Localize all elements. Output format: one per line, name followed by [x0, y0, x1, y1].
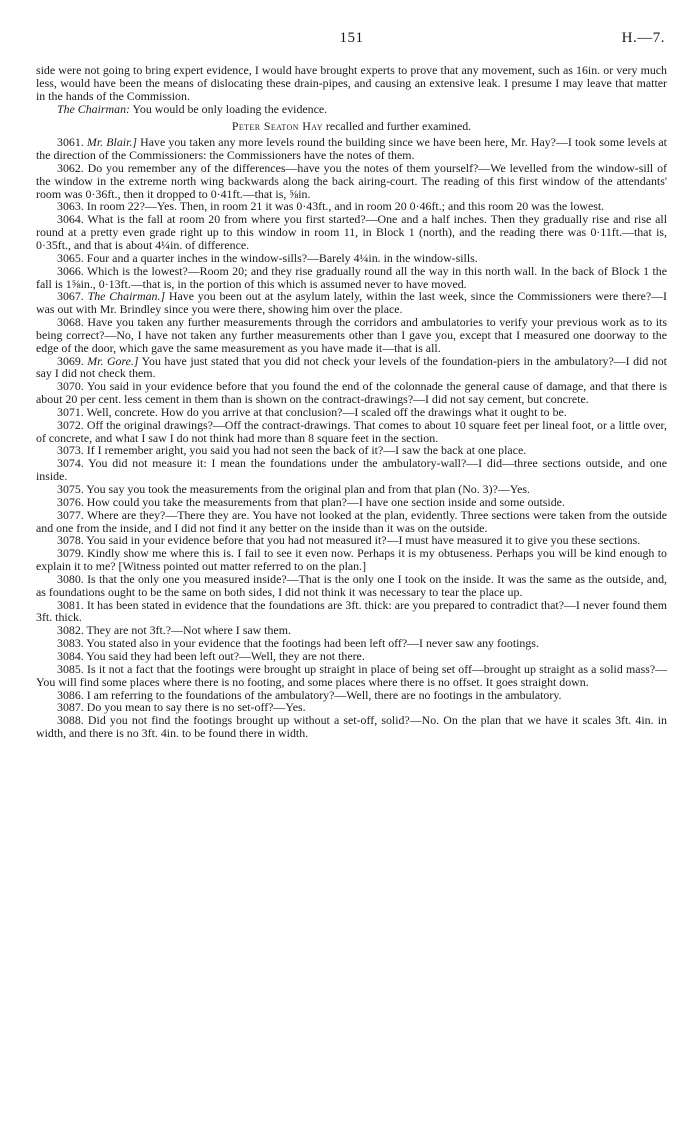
testimony-text: They are not 3ft.?—Not where I saw them. [86, 623, 291, 638]
question-number: 3065. [57, 250, 84, 265]
testimony-text: How could you take the measurements from that plan?—I have one section inside and some outside. [86, 494, 565, 509]
testimony-text: You stated also in your evidence that the footings had been left off?—I never saw any footings. [86, 636, 539, 651]
question-number: 3076. [57, 494, 84, 509]
question-number: 3070. [57, 379, 84, 394]
testimony-text: Well, concrete. How do you arrive at that conclusion?—I scaled off the drawings what it ought to be. [86, 404, 567, 419]
page-number: 151 [339, 30, 364, 46]
continuation-paragraph: side were not going to bring expert evidence, I would have brought experts to prove that any movement, such as 16in. or very much less, would have been the means of dislocating these drain-pipes, and causing an extensive leak. I presume I may leave that matter in the hands of the Commission. [36, 63, 667, 103]
testimony-paragraph [36, 547, 667, 573]
question-number: 3072. [57, 417, 84, 432]
question-answer-list [36, 136, 667, 740]
testimony-text: Did you not find the footings brought up without a set-off, solid?—No. On the plan that we have it scales 3ft. 4in. in width, and there is no 3ft. 4in. to be found there in width. [36, 713, 667, 741]
testimony-paragraph [36, 663, 667, 689]
question-number: 3071. [57, 404, 84, 419]
question-number: 3062. [57, 160, 84, 175]
question-number: 3081. [57, 597, 84, 612]
testimony-text: Have you taken any more levels round the building since we have been here, Mr. Hay?—I took some levels at the direction of the Commissioners: the Commissioners have the notes of them. [36, 135, 667, 163]
question-number: 3080. [57, 571, 84, 586]
question-number: 3087. [57, 700, 84, 715]
question-number: 3075. [57, 482, 84, 496]
testimony-paragraph [36, 457, 667, 483]
chairman-speaker: The Chairman: [57, 101, 130, 116]
question-number: 3067. [57, 289, 84, 304]
question-number: 3086. [57, 687, 84, 702]
testimony-paragraph [36, 213, 667, 252]
question-number: 3077. [57, 507, 84, 522]
testimony-text: What is the fall at room 20 from where you first started?—One and a half inches. Then they gradually rise and rise all round at a pretty even grade right up to this window in room 11, in Block 1 (north), and the reading there was 0·11ft.—that is, 0·35ft., and that is about 4¼in. of difference. [36, 212, 668, 252]
examiner-label: Mr. Blair.] [86, 135, 137, 150]
question-number: 3064. [57, 212, 84, 227]
question-number: 3073. [57, 443, 84, 458]
question-number: 3078. [57, 533, 84, 548]
question-number: 3068. [57, 315, 84, 330]
page-header [36, 30, 667, 64]
question-number: 3061. [57, 135, 84, 150]
testimony-text: You have just stated that you did not check your levels of the foundation-piers in the ambulatory?—I did not say I did not check them. [36, 353, 667, 381]
question-number: 3082. [57, 623, 84, 638]
chairman-remark-text: You would be only loading the evidence. [132, 101, 328, 116]
testimony-text: Have you been out at the asylum lately, within the last week, since the Commissioners were there?—I was out with Mr. Brindley since you were there, showing him over the place. [36, 289, 668, 317]
testimony-paragraph [36, 355, 667, 381]
testimony-paragraph [36, 380, 667, 406]
testimony-text: In room 22?—Yes. Then, in room 21 it was 0·43ft., and in room 20 0·46ft.; and this room 20 was the lowest. [86, 199, 605, 214]
witness-heading-suffix: recalled and further examined. [325, 119, 472, 134]
testimony-text: I am referring to the foundations of the ambulatory?—Well, there are no footings in the ambulatory. [86, 687, 562, 702]
testimony-text: You say you took the measurements from the original plan and from that plan (No. 3)?—Yes. [86, 482, 531, 496]
testimony-text: You said in your evidence before that you had not measured it?—I must have measured it to give you these sections. [86, 533, 641, 548]
question-number: 3074. [57, 456, 84, 471]
testimony-text: Kindly show me where this is. I fail to see it even now. Perhaps it is my obtuseness. Perhaps you will be kind enough to explain it to me? [Witness pointed out matter referred to on the plan.] [36, 546, 667, 574]
testimony-text: Have you taken any further measurements through the corridors and ambulatories to verify your previous work as to its being correct?—No, I have not taken any further measurements other than I gave you, except that I measured one doorway to the edge of the door, which gave the same measurement as you have made it—that is all. [36, 315, 667, 355]
testimony-text: You said they had been left out?—Well, they are not there. [86, 648, 365, 663]
testimony-text: Which is the lowest?—Room 20; and they rise gradually round all the way in this north wall. In the back of Block 1 the fall is 1⅝in., 0·13ft.—that is, in the portion of this which is assumed never to have moved. [36, 263, 667, 291]
question-number: 3066. [57, 263, 84, 278]
testimony-text: Off the original drawings?—Off the contract-drawings. That comes to about 10 square feet per lineal foot, or a little over, of concrete, and what I saw I do not think had more than 8 square feet in the section. [36, 417, 667, 445]
testimony-text: You did not measure it: I mean the foundations under the ambulatory-wall?—I did—three sections outside, and one inside. [36, 456, 667, 484]
testimony-text: You said in your evidence before that you found the end of the colonnade the general cause of damage, and that there is about 20 per cent. less cement in them than is shown on the contract-drawings?—I did not say cement, but concrete. [36, 379, 668, 407]
question-number: 3085. [57, 661, 84, 676]
question-number: 3069. [57, 353, 84, 368]
question-number: 3084. [57, 648, 84, 663]
testimony-paragraph [36, 316, 667, 355]
chairman-remark [36, 103, 667, 116]
testimony-paragraph [36, 599, 667, 625]
examiner-label: Mr. Gore.] [87, 353, 139, 368]
testimony-text: Do you remember any of the differences—have you the notes of them yourself?—We levelled from the window-sill of the window in the extreme north wing backwards along the back airing-court. The reading of this first window of the attendants' room was 0·36ft., then it dropped to 0·41ft.—that is, ⅝in. [36, 160, 667, 201]
series-number: H.—7. [621, 30, 665, 46]
testimony-paragraph [36, 290, 667, 316]
testimony-text: Is that the only one you measured inside?—That is the only one I took on the inside. It was the same as the outside, and, as foundations ought to be the same on both sides, I did not think it was necessary to tear the place up. [36, 571, 667, 599]
testimony-paragraph [36, 136, 667, 162]
question-number: 3079. [57, 546, 84, 561]
testimony-text: Where are they?—There they are. You have not looked at the plan, evidently. Three sections were taken from the outside and one from the inside, and I did not find it any better on the inside than it was on the outside. [36, 507, 667, 535]
testimony-paragraph [36, 419, 667, 445]
testimony-text: It has been stated in evidence that the foundations are 3ft. thick: are you prepared to contradict that?—I never found them 3ft. thick. [36, 597, 667, 625]
testimony-text: If I remember aright, you said you had not seen the back of it?—I saw the back at one place. [86, 443, 527, 458]
witness-heading [36, 120, 667, 133]
question-number: 3088. [57, 713, 84, 728]
testimony-text: Is it not a fact that the footings were brought up straight in place of being set off—brought up straight as a solid mass?—You will find some places where there is no footing, and some places where there is no offset. It goes straight down. [36, 661, 667, 689]
testimony-paragraph [36, 265, 667, 291]
examiner-label: The Chairman.] [87, 289, 166, 304]
testimony-paragraph [36, 573, 667, 599]
testimony-text: Do you mean to say there is no set-off?—Yes. [86, 700, 306, 715]
question-number: 3063. [57, 199, 84, 214]
testimony-paragraph [36, 509, 667, 535]
witness-name: Peter Seaton Hay [231, 119, 323, 134]
question-number: 3083. [57, 636, 84, 651]
testimony-paragraph [36, 162, 667, 201]
testimony-text: Four and a quarter inches in the window-sills?—Barely 4¼in. in the window-sills. [86, 250, 478, 265]
testimony-paragraph [36, 714, 667, 740]
